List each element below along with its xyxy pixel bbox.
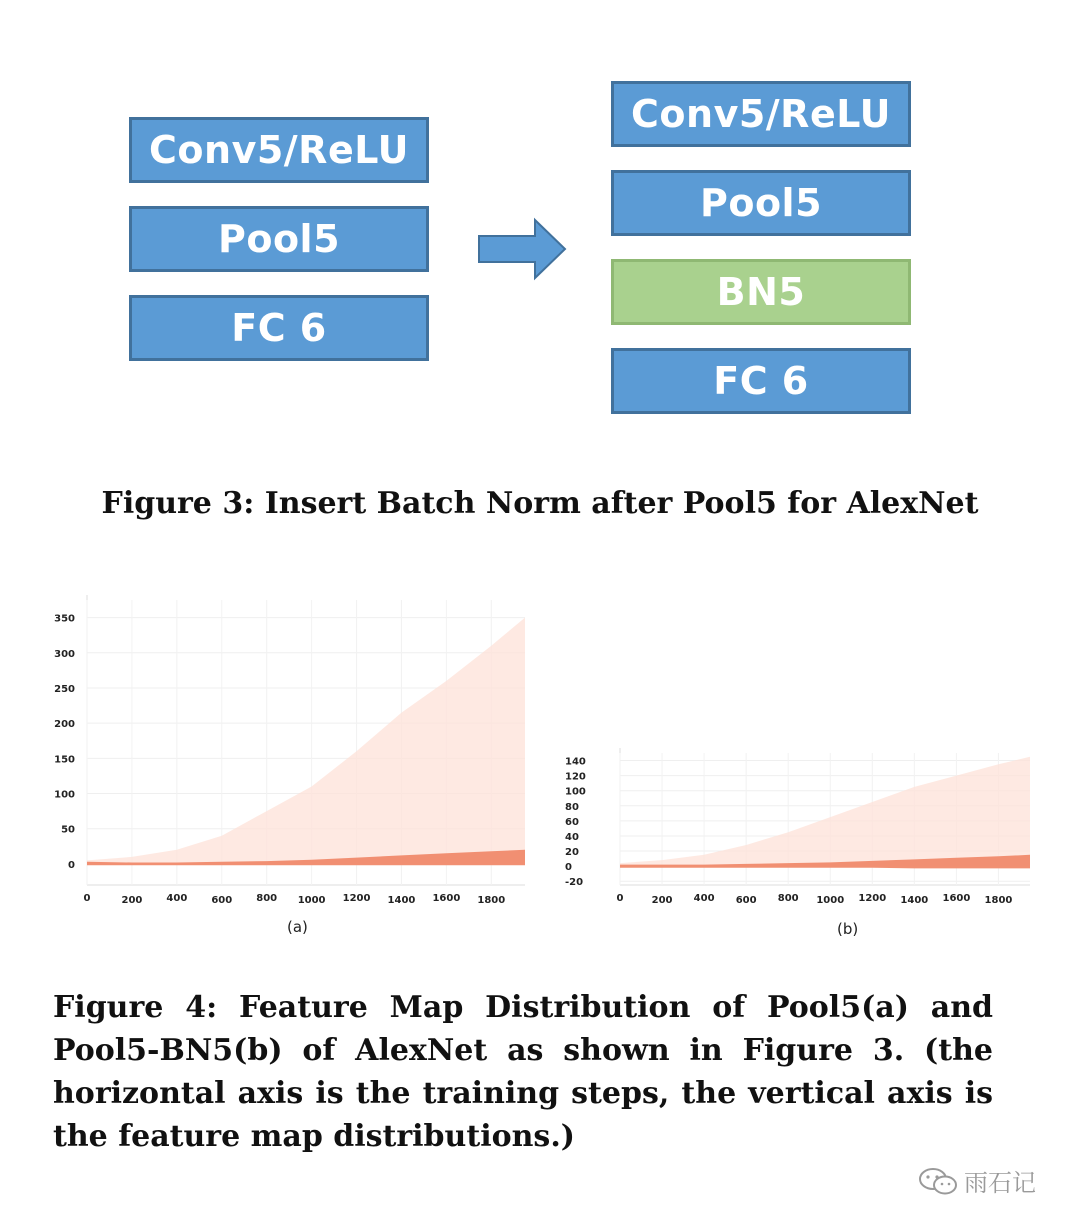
x-tick-label: 0 bbox=[83, 893, 91, 904]
right-block-pool5: Pool5 bbox=[611, 170, 911, 236]
x-tick-label: 1600 bbox=[942, 893, 971, 904]
y-tick-label: 0 bbox=[68, 859, 75, 871]
chart-b bbox=[555, 745, 1040, 915]
figure-3-caption: Figure 3: Insert Batch Norm after Pool5 for AlexNet bbox=[101, 486, 979, 521]
series-area-0 bbox=[87, 618, 525, 864]
x-tick-label: 200 bbox=[651, 895, 673, 906]
x-tick-label: 800 bbox=[777, 893, 799, 904]
y-tick-label: 20 bbox=[565, 847, 579, 859]
x-tick-label: 1200 bbox=[342, 893, 371, 904]
y-tick-label: -20 bbox=[565, 877, 584, 889]
y-tick-label: 150 bbox=[54, 754, 75, 766]
y-tick-label: 40 bbox=[565, 831, 579, 843]
x-tick-label: 1800 bbox=[477, 895, 506, 906]
wechat-icon bbox=[918, 1166, 958, 1196]
x-tick-label: 600 bbox=[735, 895, 757, 906]
right-block-fc-6: FC 6 bbox=[611, 348, 911, 414]
left-block-conv5-relu: Conv5/ReLU bbox=[129, 117, 429, 183]
right-block-conv5-relu: Conv5/ReLU bbox=[611, 81, 911, 147]
x-tick-label: 1000 bbox=[816, 895, 845, 906]
y-tick-label: 120 bbox=[565, 771, 586, 783]
x-tick-label: 1400 bbox=[387, 895, 416, 906]
right-arrow-icon bbox=[477, 218, 567, 280]
x-tick-label: 1800 bbox=[984, 895, 1013, 906]
x-tick-label: 1400 bbox=[900, 895, 929, 906]
x-tick-label: 800 bbox=[256, 893, 278, 904]
x-tick-label: 400 bbox=[166, 893, 188, 904]
left-block-pool5: Pool5 bbox=[129, 206, 429, 272]
y-tick-label: 0 bbox=[565, 862, 572, 874]
series-area-0 bbox=[620, 757, 1030, 866]
x-tick-label: 1200 bbox=[858, 893, 887, 904]
watermark bbox=[918, 1163, 1036, 1198]
y-tick-label: 60 bbox=[565, 816, 579, 828]
watermark-text: 雨石记 bbox=[964, 1169, 1036, 1197]
x-tick-label: 0 bbox=[616, 893, 624, 904]
right-block-bn5: BN5 bbox=[611, 259, 911, 325]
x-tick-label: 1000 bbox=[297, 895, 326, 906]
y-tick-label: 100 bbox=[54, 789, 75, 801]
y-tick-label: 50 bbox=[61, 824, 75, 836]
y-tick-label: 300 bbox=[54, 648, 75, 660]
left-block-fc-6: FC 6 bbox=[129, 295, 429, 361]
y-tick-label: 200 bbox=[54, 719, 75, 731]
chart-a-sublabel: (a) bbox=[287, 918, 308, 936]
figure-4-caption: Figure 4: Feature Map Distribution of Pool5(a) and Pool5-BN5(b) of AlexNet as shown in Figure 3. (the horizontal axis is the training steps, the vertical axis is the feature map distributions.) bbox=[53, 990, 993, 1154]
y-tick-label: 140 bbox=[565, 756, 586, 768]
x-tick-label: 400 bbox=[693, 893, 715, 904]
x-tick-label: 1600 bbox=[432, 893, 461, 904]
chart-b-sublabel: (b) bbox=[837, 920, 859, 938]
chart-a bbox=[50, 585, 535, 906]
y-tick-label: 100 bbox=[565, 786, 586, 798]
y-tick-label: 350 bbox=[54, 613, 75, 625]
y-tick-label: 80 bbox=[565, 801, 579, 813]
x-tick-label: 600 bbox=[211, 895, 233, 906]
x-tick-label: 200 bbox=[121, 895, 143, 906]
y-tick-label: 250 bbox=[54, 683, 75, 695]
